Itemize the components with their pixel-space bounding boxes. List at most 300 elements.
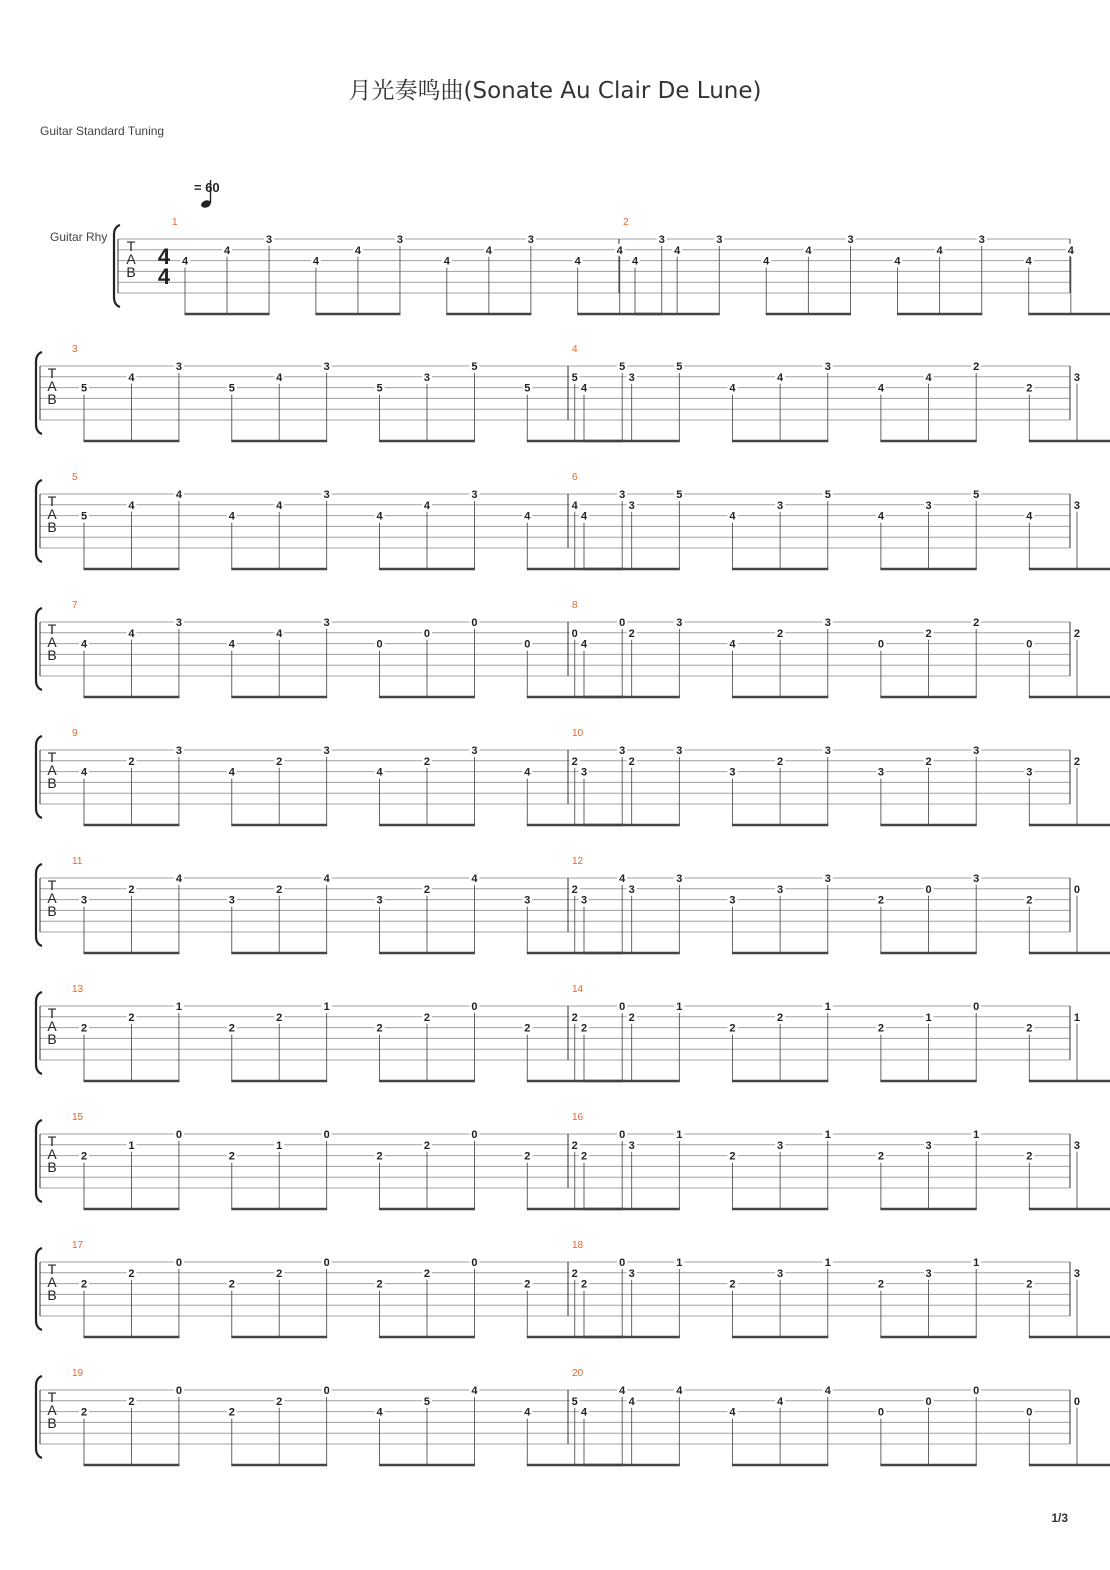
fret-number: 1	[925, 1011, 932, 1024]
tab-clef-letter: A	[47, 1018, 57, 1034]
fret-number: 2	[128, 883, 135, 896]
measure	[72, 728, 627, 825]
fret-number: 1	[276, 1139, 283, 1152]
measure-number: 13	[72, 984, 84, 995]
fret-number: 0	[524, 638, 531, 651]
tab-clef-letter: A	[47, 1402, 57, 1418]
fret-number: 3	[524, 894, 531, 907]
fret-number: 4	[936, 244, 943, 257]
fret-number: 2	[423, 1267, 431, 1280]
measure-number: 8	[572, 600, 578, 611]
fret-number: 4	[471, 873, 478, 885]
tempo-value: = 60	[194, 180, 220, 195]
measure-number: 9	[72, 728, 78, 739]
fret-number: 4	[1025, 255, 1032, 268]
fret-number: 4	[877, 382, 884, 395]
fret-number: 2	[128, 1267, 135, 1280]
fret-number: 2	[580, 1150, 588, 1163]
measure-number: 10	[572, 728, 584, 739]
fret-number: 4	[619, 873, 626, 885]
fret-number: 1	[824, 1001, 831, 1013]
measure	[572, 984, 1110, 1081]
fret-number: 3	[376, 894, 383, 907]
fret-number: 3	[729, 894, 736, 907]
tab-clef-letter: B	[47, 1159, 57, 1175]
fret-number: 3	[729, 766, 736, 779]
fret-number: 0	[571, 627, 578, 640]
fret-number: 4	[524, 510, 531, 523]
fret-number: 0	[619, 1129, 626, 1141]
measure	[72, 1240, 627, 1337]
system-bracket	[36, 1248, 42, 1330]
fret-number: 3	[824, 745, 831, 757]
tab-clef-letter: A	[47, 762, 57, 778]
measure	[172, 217, 667, 314]
tab-clef-letter: A	[126, 251, 136, 267]
measure-number: 6	[572, 472, 578, 483]
tab-clef-letter: B	[47, 1287, 57, 1303]
fret-number: 0	[471, 1257, 478, 1269]
fret-number: 0	[619, 1001, 626, 1013]
page-number: 1/3	[1051, 1511, 1068, 1525]
fret-number: 2	[423, 1139, 431, 1152]
fret-number: 3	[973, 873, 980, 885]
fret-number: 2	[423, 1011, 431, 1024]
fret-number: 3	[619, 745, 626, 757]
fret-number: 3	[471, 745, 478, 757]
fret-number: 0	[877, 1406, 884, 1419]
fret-number: 4	[824, 1385, 831, 1397]
system-bracket	[36, 480, 42, 562]
fret-number: 2	[276, 755, 283, 768]
fret-number: 3	[396, 234, 404, 246]
fret-number: 2	[973, 361, 980, 373]
fret-number: 2	[524, 1150, 531, 1163]
fret-number: 2	[877, 1022, 884, 1035]
fret-number: 4	[228, 510, 235, 523]
fret-number: 5	[80, 382, 88, 395]
fret-number: 4	[312, 255, 319, 268]
fret-number: 3	[628, 371, 635, 384]
fret-number: 3	[580, 894, 588, 907]
fret-number: 2	[1026, 1150, 1033, 1163]
fret-number: 2	[925, 755, 932, 768]
measure	[572, 344, 1110, 441]
measure	[72, 984, 627, 1081]
fret-number: 2	[228, 1150, 235, 1163]
fret-number: 2	[1026, 1278, 1033, 1291]
tab-system	[36, 728, 1110, 825]
tab-clef-letter: B	[47, 1415, 57, 1431]
fret-number: 0	[175, 1385, 182, 1397]
measure-number: 12	[572, 856, 584, 867]
measure	[72, 1368, 627, 1465]
fret-number: 3	[973, 745, 980, 757]
tab-clef-letter: T	[126, 238, 136, 254]
fret-number: 2	[128, 755, 135, 768]
measure-number: 17	[72, 1240, 84, 1251]
fret-number: 4	[80, 766, 88, 779]
fret-number: 0	[619, 617, 626, 629]
fret-number: 4	[276, 371, 283, 384]
fret-number: 3	[925, 1267, 932, 1280]
fret-number: 2	[777, 1011, 784, 1024]
system-bracket	[36, 864, 42, 946]
time-signature-bottom: 4	[157, 264, 171, 289]
tab-clef-letter: A	[47, 890, 57, 906]
fret-number: 4	[628, 1395, 635, 1408]
fret-number: 2	[228, 1278, 235, 1291]
fret-number: 3	[824, 617, 831, 629]
fret-number: 4	[925, 371, 932, 384]
fret-number: 4	[276, 627, 283, 640]
fret-number: 2	[80, 1278, 88, 1291]
fret-number: 4	[223, 244, 231, 257]
fret-number: 2	[524, 1278, 531, 1291]
fret-number: 1	[1073, 1011, 1081, 1024]
fret-number: 4	[128, 371, 135, 384]
measure	[72, 856, 627, 953]
fret-number: 0	[323, 1385, 330, 1397]
fret-number: 3	[628, 1139, 635, 1152]
system-bracket	[36, 608, 42, 690]
measure-number: 18	[572, 1240, 584, 1251]
fret-number: 2	[571, 883, 578, 896]
fret-number: 3	[1073, 1139, 1081, 1152]
measure-number: 5	[72, 472, 78, 483]
fret-number: 2	[1026, 894, 1033, 907]
fret-number: 3	[777, 1267, 784, 1280]
measure	[72, 344, 627, 441]
fret-number: 2	[571, 755, 578, 768]
fret-number: 2	[729, 1022, 736, 1035]
fret-number: 4	[777, 1395, 784, 1408]
tab-clef-letter: B	[47, 391, 57, 407]
fret-number: 3	[777, 883, 784, 896]
fret-number: 2	[1026, 382, 1033, 395]
fret-number: 4	[676, 1385, 683, 1397]
fret-number: 4	[574, 255, 581, 268]
fret-number: 5	[571, 371, 578, 384]
fret-number: 2	[1026, 1022, 1033, 1035]
fret-number: 4	[228, 766, 235, 779]
tab-system	[36, 472, 1110, 569]
fret-number: 2	[628, 755, 635, 768]
fret-number: 0	[925, 1395, 932, 1408]
fret-number: 4	[128, 499, 135, 512]
fret-number: 4	[485, 244, 492, 257]
fret-number: 5	[80, 510, 88, 523]
fret-number: 2	[628, 627, 635, 640]
fret-number: 3	[323, 617, 330, 629]
fret-number: 3	[628, 499, 635, 512]
fret-number: 4	[729, 1406, 736, 1419]
fret-number: 4	[376, 510, 383, 523]
tab-clef-letter: T	[47, 493, 57, 509]
tab-clef-letter: T	[47, 1133, 57, 1149]
fret-number: 4	[619, 1385, 626, 1397]
tab-system	[50, 217, 1110, 314]
tab-clef-letter: T	[47, 1261, 57, 1277]
tab-system	[36, 1368, 1110, 1465]
fret-number: 4	[181, 255, 189, 268]
fret-number: 2	[580, 1022, 588, 1035]
fret-number: 2	[376, 1278, 383, 1291]
fret-number: 0	[175, 1257, 182, 1269]
fret-number: 3	[175, 617, 182, 629]
fret-number: 5	[619, 361, 626, 373]
fret-number: 3	[423, 371, 431, 384]
measure-number: 7	[72, 600, 78, 611]
fret-number: 2	[973, 617, 980, 629]
measure	[572, 1368, 1110, 1465]
fret-number: 3	[228, 894, 235, 907]
fret-number: 1	[128, 1139, 135, 1152]
fret-number: 1	[973, 1257, 980, 1269]
measure-number: 4	[572, 344, 578, 355]
measure	[72, 1112, 627, 1209]
fret-number: 0	[973, 1385, 980, 1397]
fret-number: 3	[1073, 1267, 1081, 1280]
tab-clef-letter: T	[47, 749, 57, 765]
fret-number: 4	[228, 638, 235, 651]
fret-number: 2	[80, 1406, 88, 1419]
fret-number: 2	[80, 1022, 88, 1035]
fret-number: 3	[824, 361, 831, 373]
fret-number: 2	[228, 1406, 235, 1419]
fret-number: 2	[423, 755, 431, 768]
fret-number: 5	[423, 1395, 431, 1408]
fret-number: 0	[1073, 883, 1081, 896]
measure-number: 19	[72, 1368, 84, 1379]
system-bracket	[114, 225, 120, 307]
fret-number: 1	[824, 1129, 831, 1141]
fret-number: 3	[80, 894, 88, 907]
fret-number: 0	[877, 638, 884, 651]
fret-number: 5	[524, 382, 531, 395]
fret-number: 1	[824, 1257, 831, 1269]
fret-number: 5	[676, 361, 683, 373]
measure-number: 2	[623, 217, 629, 228]
fret-number: 4	[128, 627, 135, 640]
fret-number: 3	[323, 745, 330, 757]
fret-number: 2	[571, 1011, 578, 1024]
tab-system	[36, 1112, 1110, 1209]
fret-number: 3	[323, 361, 330, 373]
tab-system	[36, 600, 1110, 697]
system-bracket	[36, 992, 42, 1074]
tab-system	[36, 344, 1110, 441]
fret-number: 0	[619, 1257, 626, 1269]
measure-number: 15	[72, 1112, 84, 1123]
fret-number: 2	[925, 627, 932, 640]
measure	[572, 856, 1110, 953]
fret-number: 3	[527, 234, 534, 246]
fret-number: 4	[580, 510, 588, 523]
fret-number: 3	[824, 873, 831, 885]
fret-number: 2	[276, 883, 283, 896]
fret-number: 1	[676, 1001, 683, 1013]
fret-number: 2	[628, 1011, 635, 1024]
tab-clef-letter: A	[47, 1146, 57, 1162]
fret-number: 4	[631, 255, 639, 268]
fret-number: 4	[175, 489, 182, 501]
fret-number: 4	[571, 499, 578, 512]
fret-number: 4	[763, 255, 770, 268]
fret-number: 2	[877, 894, 884, 907]
track-name: Guitar Rhy	[50, 230, 108, 244]
tab-clef-letter: A	[47, 506, 57, 522]
measure	[72, 472, 627, 569]
measure-number: 3	[72, 344, 78, 355]
fret-number: 4	[616, 244, 623, 257]
tab-clef-letter: B	[47, 1031, 57, 1047]
measure	[572, 600, 1110, 697]
fret-number: 0	[1026, 638, 1033, 651]
fret-number: 2	[276, 1011, 283, 1024]
fret-number: 3	[175, 745, 182, 757]
fret-number: 4	[376, 766, 383, 779]
fret-number: 1	[676, 1257, 683, 1269]
fret-number: 3	[323, 489, 330, 501]
fret-number: 4	[877, 510, 884, 523]
fret-number: 0	[471, 1129, 478, 1141]
fret-number: 3	[1073, 499, 1081, 512]
fret-number: 3	[628, 883, 635, 896]
fret-number: 4	[729, 510, 736, 523]
measure	[572, 728, 1110, 825]
fret-number: 0	[973, 1001, 980, 1013]
fret-number: 2	[128, 1395, 135, 1408]
fret-number: 3	[676, 873, 683, 885]
fret-number: 4	[894, 255, 901, 268]
measure-number: 1	[172, 217, 178, 228]
measure-number: 16	[572, 1112, 584, 1123]
tab-clef-letter: B	[47, 647, 57, 663]
fret-number: 3	[580, 766, 588, 779]
fret-number: 0	[1073, 1395, 1081, 1408]
fret-number: 3	[676, 745, 683, 757]
tab-system	[36, 856, 1110, 953]
fret-number: 4	[175, 873, 182, 885]
fret-number: 4	[323, 873, 330, 885]
fret-number: 4	[580, 382, 588, 395]
fret-number: 5	[676, 489, 683, 501]
fret-number: 4	[729, 382, 736, 395]
fret-number: 5	[571, 1395, 578, 1408]
fret-number: 3	[925, 1139, 932, 1152]
fret-number: 4	[276, 499, 283, 512]
tuning-label: Guitar Standard Tuning	[40, 124, 165, 138]
measure	[572, 1112, 1110, 1209]
fret-number: 3	[1073, 371, 1081, 384]
fret-number: 2	[376, 1150, 383, 1163]
fret-number: 2	[276, 1395, 283, 1408]
tab-clef-letter: T	[47, 1005, 57, 1021]
fret-number: 5	[824, 489, 831, 501]
system-bracket	[36, 736, 42, 818]
fret-number: 2	[877, 1278, 884, 1291]
tab-clef-letter: A	[47, 378, 57, 394]
fret-number: 3	[777, 499, 784, 512]
fret-number: 3	[658, 234, 665, 246]
tab-system	[36, 1240, 1110, 1337]
fret-number: 0	[1026, 1406, 1033, 1419]
fret-number: 0	[323, 1257, 330, 1269]
fret-number: 0	[423, 627, 431, 640]
fret-number: 5	[228, 382, 235, 395]
tab-clef-letter: B	[47, 903, 57, 919]
fret-number: 3	[619, 489, 626, 501]
fret-number: 4	[471, 1385, 478, 1397]
fret-number: 3	[716, 234, 723, 246]
system-bracket	[36, 1120, 42, 1202]
fret-number: 4	[354, 244, 361, 257]
fret-number: 3	[877, 766, 884, 779]
fret-number: 1	[973, 1129, 980, 1141]
fret-number: 2	[128, 1011, 135, 1024]
fret-number: 3	[847, 234, 854, 246]
tab-clef-letter: B	[126, 264, 136, 280]
fret-number: 2	[276, 1267, 283, 1280]
fret-number: 0	[471, 1001, 478, 1013]
tab-system	[36, 984, 1110, 1081]
fret-number: 0	[925, 883, 932, 896]
fret-number: 4	[524, 1406, 531, 1419]
fret-number: 4	[1026, 510, 1033, 523]
system-bracket	[36, 352, 42, 434]
score-title: 月光奏鸣曲(Sonate Au Clair De Lune)	[348, 78, 762, 104]
fret-number: 4	[777, 371, 784, 384]
measure-number: 20	[572, 1368, 584, 1379]
fret-number: 2	[571, 1139, 578, 1152]
fret-number: 3	[925, 499, 932, 512]
fret-number: 1	[323, 1001, 330, 1013]
time-signature-top: 4	[157, 244, 171, 269]
measure	[72, 600, 627, 697]
system-bracket	[36, 1376, 42, 1458]
fret-number: 0	[376, 638, 383, 651]
tab-clef-letter: T	[47, 1389, 57, 1405]
fret-number: 2	[777, 755, 784, 768]
fret-number: 2	[729, 1278, 736, 1291]
fret-number: 4	[729, 638, 736, 651]
measure	[572, 472, 1110, 569]
fret-number: 1	[175, 1001, 182, 1013]
fret-number: 4	[443, 255, 450, 268]
measure-number: 14	[572, 984, 584, 995]
fret-number: 4	[805, 244, 812, 257]
fret-number: 2	[228, 1022, 235, 1035]
fret-number: 4	[524, 766, 531, 779]
fret-number: 0	[471, 617, 478, 629]
tab-clef-letter: B	[47, 775, 57, 791]
fret-number: 4	[1067, 244, 1074, 257]
fret-number: 2	[80, 1150, 88, 1163]
measure	[572, 1240, 1110, 1337]
fret-number: 0	[323, 1129, 330, 1141]
fret-number: 5	[376, 382, 383, 395]
measure	[623, 217, 1110, 314]
fret-number: 3	[777, 1139, 784, 1152]
tab-clef-letter: T	[47, 365, 57, 381]
fret-number: 3	[266, 234, 273, 246]
fret-number: 4	[80, 638, 88, 651]
fret-number: 4	[674, 244, 681, 257]
fret-number: 5	[973, 489, 980, 501]
tab-clef-letter: T	[47, 621, 57, 637]
fret-number: 3	[978, 234, 985, 246]
